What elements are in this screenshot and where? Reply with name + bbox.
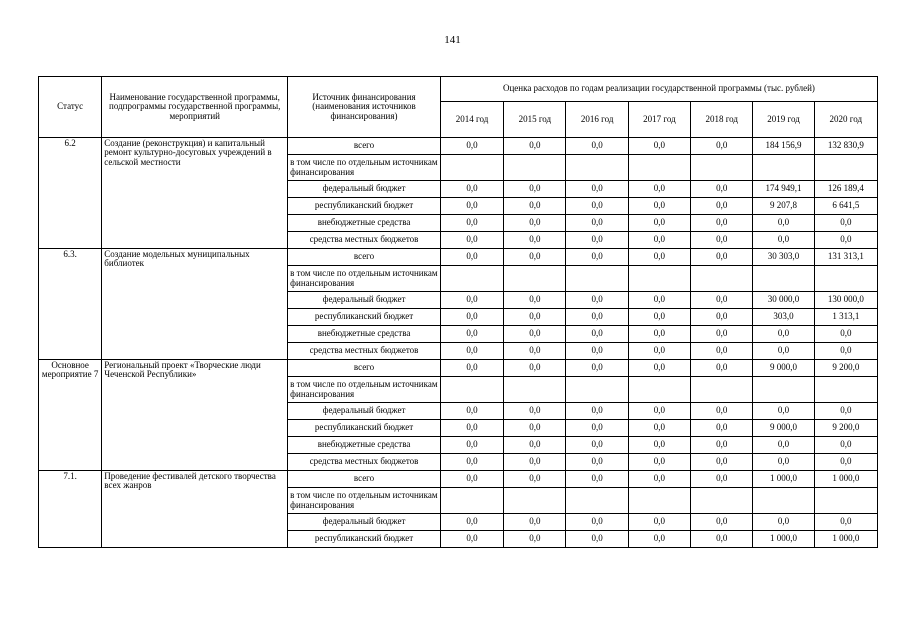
funding-source-cell: внебюджетные средства xyxy=(288,326,441,343)
value-cell xyxy=(504,155,566,181)
table-row xyxy=(39,360,878,377)
value-cell: 0,0 xyxy=(691,292,753,309)
value-cell: 0,0 xyxy=(691,403,753,420)
value-cell: 0,0 xyxy=(566,232,628,249)
value-cell: 0,0 xyxy=(504,215,566,232)
program-name-cell: Региональный проект «Творческие люди Чеченской Республики» xyxy=(102,360,288,471)
value-cell xyxy=(440,266,503,292)
value-cell xyxy=(691,155,753,181)
value-cell xyxy=(814,155,877,181)
value-cell xyxy=(628,488,690,514)
value-cell: 0,0 xyxy=(504,292,566,309)
funding-source-cell: всего xyxy=(288,360,441,377)
funding-source-cell: республиканский бюджет xyxy=(288,531,441,548)
value-cell: 0,0 xyxy=(628,181,690,198)
value-cell: 0,0 xyxy=(504,471,566,488)
value-cell: 0,0 xyxy=(440,181,503,198)
program-name-cell: Проведение фестивалей детского творчества всех жанров xyxy=(102,471,288,548)
value-cell: 0,0 xyxy=(440,403,503,420)
value-cell: 0,0 xyxy=(504,531,566,548)
value-cell xyxy=(628,377,690,403)
value-cell: 0,0 xyxy=(691,326,753,343)
value-cell: 0,0 xyxy=(691,420,753,437)
value-cell: 0,0 xyxy=(753,514,814,531)
value-cell: 0,0 xyxy=(566,343,628,360)
funding-source-cell: федеральный бюджет xyxy=(288,181,441,198)
funding-source-cell: всего xyxy=(288,249,441,266)
value-cell: 0,0 xyxy=(440,138,503,155)
value-cell: 0,0 xyxy=(504,437,566,454)
value-cell: 0,0 xyxy=(691,514,753,531)
funding-source-cell: в том числе по отдельным источникам финансирования xyxy=(288,488,441,514)
value-cell: 0,0 xyxy=(440,454,503,471)
value-cell: 0,0 xyxy=(628,343,690,360)
header-estimate: Оценка расходов по годам реализации государственной программы (тыс. рублей) xyxy=(440,77,877,102)
value-cell: 303,0 xyxy=(753,309,814,326)
value-cell: 9 000,0 xyxy=(753,360,814,377)
value-cell: 1 000,0 xyxy=(814,471,877,488)
value-cell: 0,0 xyxy=(440,198,503,215)
value-cell: 0,0 xyxy=(628,309,690,326)
value-cell: 0,0 xyxy=(440,420,503,437)
value-cell: 174 949,1 xyxy=(753,181,814,198)
value-cell: 0,0 xyxy=(628,326,690,343)
value-cell: 0,0 xyxy=(440,343,503,360)
value-cell xyxy=(628,155,690,181)
value-cell xyxy=(566,488,628,514)
value-cell: 0,0 xyxy=(628,292,690,309)
funding-source-cell: республиканский бюджет xyxy=(288,198,441,215)
value-cell: 0,0 xyxy=(691,138,753,155)
value-cell: 1 000,0 xyxy=(814,531,877,548)
value-cell xyxy=(814,377,877,403)
value-cell: 0,0 xyxy=(566,514,628,531)
value-cell: 0,0 xyxy=(440,232,503,249)
value-cell: 0,0 xyxy=(628,138,690,155)
value-cell: 0,0 xyxy=(814,215,877,232)
status-cell: 7.1. xyxy=(39,471,102,548)
value-cell xyxy=(566,266,628,292)
value-cell: 0,0 xyxy=(628,198,690,215)
value-cell xyxy=(566,155,628,181)
funding-source-cell: внебюджетные средства xyxy=(288,437,441,454)
value-cell: 30 303,0 xyxy=(753,249,814,266)
value-cell: 130 000,0 xyxy=(814,292,877,309)
value-cell: 0,0 xyxy=(753,326,814,343)
value-cell: 0,0 xyxy=(691,232,753,249)
value-cell xyxy=(504,488,566,514)
value-cell xyxy=(504,377,566,403)
value-cell: 0,0 xyxy=(566,403,628,420)
value-cell: 0,0 xyxy=(440,215,503,232)
value-cell xyxy=(753,377,814,403)
value-cell xyxy=(440,155,503,181)
value-cell: 0,0 xyxy=(566,360,628,377)
value-cell: 0,0 xyxy=(628,420,690,437)
budget-table xyxy=(38,76,878,548)
header-name: Наименование государственной программы, подпрограммы государственной программы, мероприятий xyxy=(102,77,288,138)
value-cell: 0,0 xyxy=(504,232,566,249)
value-cell: 0,0 xyxy=(814,437,877,454)
value-cell: 0,0 xyxy=(691,531,753,548)
value-cell: 6 641,5 xyxy=(814,198,877,215)
value-cell: 9 200,0 xyxy=(814,420,877,437)
header-source: Источник финансирования (наименования источников финансирования) xyxy=(288,77,441,138)
funding-source-cell: в том числе по отдельным источникам финансирования xyxy=(288,377,441,403)
table-row xyxy=(39,249,878,266)
value-cell: 0,0 xyxy=(628,471,690,488)
value-cell: 0,0 xyxy=(691,454,753,471)
funding-source-cell: средства местных бюджетов xyxy=(288,343,441,360)
table-row xyxy=(39,471,878,488)
value-cell: 0,0 xyxy=(566,309,628,326)
value-cell xyxy=(753,266,814,292)
program-name-cell: Создание (реконструкция) и капитальный ремонт культурно-досуговых учреждений в сельской местности xyxy=(102,138,288,249)
status-cell: 6.2 xyxy=(39,138,102,249)
value-cell: 0,0 xyxy=(566,531,628,548)
value-cell: 0,0 xyxy=(753,215,814,232)
value-cell: 0,0 xyxy=(504,309,566,326)
funding-source-cell: всего xyxy=(288,138,441,155)
funding-source-cell: средства местных бюджетов xyxy=(288,454,441,471)
value-cell: 0,0 xyxy=(504,360,566,377)
value-cell: 126 189,4 xyxy=(814,181,877,198)
funding-source-cell: внебюджетные средства xyxy=(288,215,441,232)
value-cell xyxy=(566,377,628,403)
value-cell: 0,0 xyxy=(566,326,628,343)
value-cell: 0,0 xyxy=(814,232,877,249)
value-cell: 0,0 xyxy=(504,181,566,198)
value-cell: 0,0 xyxy=(628,531,690,548)
value-cell: 0,0 xyxy=(504,138,566,155)
table-header xyxy=(39,77,878,138)
value-cell: 0,0 xyxy=(504,249,566,266)
funding-source-cell: в том числе по отдельным источникам финансирования xyxy=(288,266,441,292)
value-cell: 0,0 xyxy=(566,215,628,232)
value-cell: 0,0 xyxy=(566,181,628,198)
value-cell: 0,0 xyxy=(566,454,628,471)
header-year: 2015 год xyxy=(504,102,566,138)
program-name-cell: Создание модельных муниципальных библиотек xyxy=(102,249,288,360)
value-cell: 0,0 xyxy=(691,215,753,232)
value-cell: 184 156,9 xyxy=(753,138,814,155)
funding-source-cell: республиканский бюджет xyxy=(288,420,441,437)
value-cell: 0,0 xyxy=(566,420,628,437)
funding-source-cell: республиканский бюджет xyxy=(288,309,441,326)
value-cell: 0,0 xyxy=(504,198,566,215)
header-year: 2020 год xyxy=(814,102,877,138)
value-cell: 0,0 xyxy=(814,343,877,360)
value-cell: 0,0 xyxy=(691,471,753,488)
value-cell: 1 000,0 xyxy=(753,471,814,488)
value-cell: 0,0 xyxy=(628,437,690,454)
funding-source-cell: федеральный бюджет xyxy=(288,292,441,309)
table-body xyxy=(39,138,878,548)
value-cell: 0,0 xyxy=(566,249,628,266)
funding-source-cell: всего xyxy=(288,471,441,488)
value-cell: 0,0 xyxy=(628,454,690,471)
value-cell: 0,0 xyxy=(440,514,503,531)
value-cell: 0,0 xyxy=(628,215,690,232)
funding-source-cell: федеральный бюджет xyxy=(288,514,441,531)
page-number: 141 xyxy=(444,34,461,46)
funding-source-cell: федеральный бюджет xyxy=(288,403,441,420)
value-cell xyxy=(628,266,690,292)
value-cell xyxy=(814,266,877,292)
value-cell: 0,0 xyxy=(504,403,566,420)
value-cell xyxy=(440,488,503,514)
value-cell xyxy=(691,377,753,403)
funding-source-cell: средства местных бюджетов xyxy=(288,232,441,249)
value-cell: 0,0 xyxy=(504,326,566,343)
value-cell: 0,0 xyxy=(814,454,877,471)
value-cell: 0,0 xyxy=(566,471,628,488)
value-cell: 0,0 xyxy=(440,249,503,266)
value-cell: 0,0 xyxy=(628,403,690,420)
header-year: 2016 год xyxy=(566,102,628,138)
value-cell: 0,0 xyxy=(504,343,566,360)
value-cell: 0,0 xyxy=(566,437,628,454)
value-cell: 0,0 xyxy=(691,343,753,360)
header-year: 2018 год xyxy=(691,102,753,138)
value-cell: 1 313,1 xyxy=(814,309,877,326)
value-cell xyxy=(753,155,814,181)
value-cell: 0,0 xyxy=(628,514,690,531)
value-cell: 0,0 xyxy=(753,232,814,249)
value-cell xyxy=(691,266,753,292)
value-cell: 0,0 xyxy=(440,437,503,454)
value-cell xyxy=(814,488,877,514)
header-year: 2017 год xyxy=(628,102,690,138)
value-cell: 0,0 xyxy=(691,360,753,377)
value-cell xyxy=(504,266,566,292)
value-cell xyxy=(691,488,753,514)
value-cell: 0,0 xyxy=(566,292,628,309)
value-cell xyxy=(753,488,814,514)
table-row xyxy=(39,138,878,155)
value-cell: 0,0 xyxy=(814,514,877,531)
funding-source-cell: в том числе по отдельным источникам финансирования xyxy=(288,155,441,181)
value-cell: 0,0 xyxy=(753,437,814,454)
value-cell: 0,0 xyxy=(504,420,566,437)
value-cell: 0,0 xyxy=(440,471,503,488)
status-cell: Основное мероприятие 7 xyxy=(39,360,102,471)
value-cell: 0,0 xyxy=(566,198,628,215)
value-cell: 9 000,0 xyxy=(753,420,814,437)
value-cell: 0,0 xyxy=(504,454,566,471)
value-cell: 0,0 xyxy=(440,326,503,343)
value-cell: 0,0 xyxy=(691,437,753,454)
value-cell: 0,0 xyxy=(504,514,566,531)
status-cell: 6.3. xyxy=(39,249,102,360)
value-cell: 0,0 xyxy=(814,403,877,420)
value-cell: 0,0 xyxy=(691,198,753,215)
header-year: 2019 год xyxy=(753,102,814,138)
header-status: Статус xyxy=(39,77,102,138)
value-cell: 0,0 xyxy=(628,249,690,266)
value-cell: 0,0 xyxy=(440,531,503,548)
value-cell: 131 313,1 xyxy=(814,249,877,266)
value-cell: 0,0 xyxy=(753,343,814,360)
value-cell: 0,0 xyxy=(628,360,690,377)
value-cell: 0,0 xyxy=(753,454,814,471)
value-cell: 9 207,8 xyxy=(753,198,814,215)
value-cell: 0,0 xyxy=(753,403,814,420)
value-cell: 132 830,9 xyxy=(814,138,877,155)
value-cell: 30 000,0 xyxy=(753,292,814,309)
value-cell: 1 000,0 xyxy=(753,531,814,548)
value-cell: 0,0 xyxy=(440,292,503,309)
value-cell xyxy=(440,377,503,403)
header-year: 2014 год xyxy=(440,102,503,138)
value-cell: 0,0 xyxy=(440,309,503,326)
value-cell: 0,0 xyxy=(691,309,753,326)
value-cell: 0,0 xyxy=(628,232,690,249)
value-cell: 9 200,0 xyxy=(814,360,877,377)
value-cell: 0,0 xyxy=(440,360,503,377)
value-cell: 0,0 xyxy=(814,326,877,343)
value-cell: 0,0 xyxy=(691,181,753,198)
value-cell: 0,0 xyxy=(566,138,628,155)
value-cell: 0,0 xyxy=(691,249,753,266)
